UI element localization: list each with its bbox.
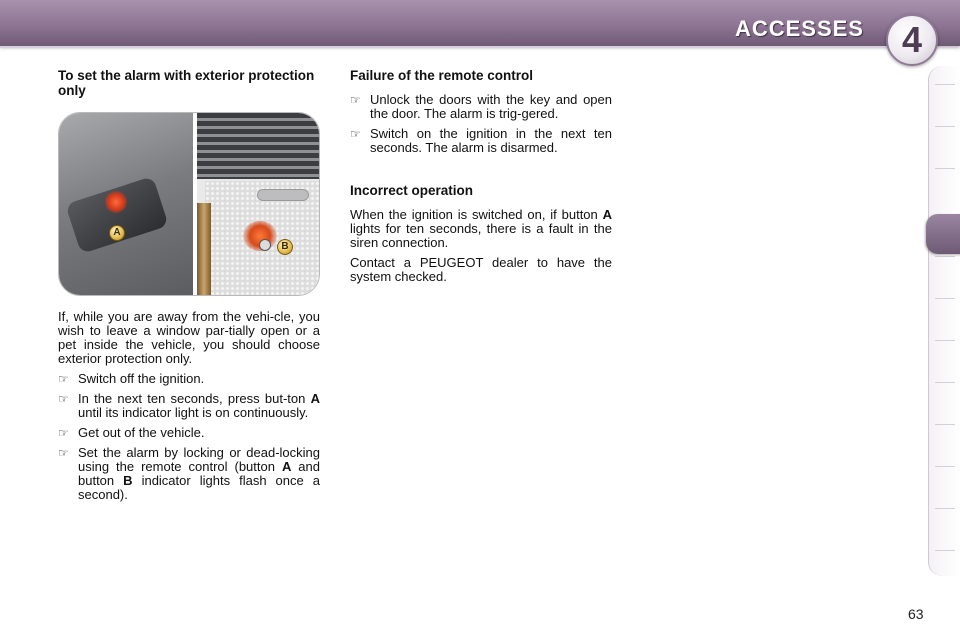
section-heading-remote-failure: Failure of the remote control xyxy=(350,68,534,83)
step-text-part: In the next ten seconds, press but-ton xyxy=(78,391,311,406)
tab-divider xyxy=(935,466,955,467)
step-item xyxy=(350,93,612,121)
step-item xyxy=(58,446,320,502)
tab-divider xyxy=(935,340,955,341)
pointing-hand-icon: ☞ xyxy=(350,93,361,107)
alarm-button xyxy=(259,239,271,251)
step-text: Unlock the doors with the key and open the door. The alarm is trig-gered. xyxy=(370,92,612,121)
tab-divider xyxy=(935,424,955,425)
button-ref-a: A xyxy=(602,207,612,222)
step-text-part: until its indicator light is on continuously. xyxy=(78,405,309,420)
step-text-part: indicator lights flash once a second). xyxy=(78,473,320,502)
wood-trim xyxy=(197,203,211,296)
indicator-light-a xyxy=(105,191,127,213)
pointing-hand-icon: ☞ xyxy=(58,426,69,440)
chapter-title: ACCESSES xyxy=(734,16,864,41)
step-text xyxy=(78,392,320,420)
section-heading-incorrect-operation: Incorrect operation xyxy=(350,183,474,198)
dashboard-photo xyxy=(197,113,320,296)
button-ref-a: A xyxy=(281,459,292,474)
button-ref-b: B xyxy=(123,473,133,488)
tab-divider xyxy=(935,84,955,85)
tab-divider xyxy=(935,550,955,551)
paragraph-part: When the ignition is switched on, if button xyxy=(350,207,603,222)
chapter-tab-active[interactable] xyxy=(926,214,960,254)
pointing-hand-icon: ☞ xyxy=(58,372,69,386)
step-text-part: and button xyxy=(78,459,320,488)
pointing-hand-icon: ☞ xyxy=(58,392,69,406)
dealer-contact-paragraph: Contact a PEUGEOT dealer to have the system checked. xyxy=(350,255,612,284)
tab-divider xyxy=(935,126,955,127)
step-text: Switch on the ignition in the next ten seconds. The alarm is disarmed. xyxy=(370,126,612,155)
intro-paragraph: If, while you are away from the vehi-cle, you wish to leave a window par-tially open or a pet inside the vehicle, you should choose exterior protection only. xyxy=(58,309,320,366)
tab-divider xyxy=(935,298,955,299)
right-column xyxy=(350,68,612,290)
tab-divider xyxy=(935,168,955,169)
step-text xyxy=(78,446,320,502)
tab-divider xyxy=(935,256,955,257)
callout-label-a: A xyxy=(109,225,125,241)
step-item xyxy=(58,392,320,420)
incorrect-operation-paragraph xyxy=(350,208,612,250)
pointing-hand-icon: ☞ xyxy=(350,127,361,141)
header-divider xyxy=(0,46,890,48)
chapter-index-tabs xyxy=(928,66,960,576)
button-ref-a: A xyxy=(310,391,320,406)
step-text-part: Set the alarm by locking or dead-locking using the remote control (button xyxy=(78,445,320,474)
door-handle-photo xyxy=(59,113,193,296)
section-heading-exterior-protection: To set the alarm with exterior protection only xyxy=(58,68,315,98)
panel-slot xyxy=(257,189,309,201)
tab-divider xyxy=(935,382,955,383)
step-item xyxy=(58,426,320,440)
step-text: Get out of the vehicle. xyxy=(78,425,205,440)
tab-divider xyxy=(935,508,955,509)
chapter-number-badge: 4 xyxy=(886,14,938,66)
step-text: Switch off the ignition. xyxy=(78,371,205,386)
door-handle xyxy=(65,176,169,254)
page-number: 63 xyxy=(908,606,924,622)
step-item xyxy=(350,127,612,155)
paragraph-part: lights for ten seconds, there is a fault in the siren connection. xyxy=(350,221,612,250)
air-vent xyxy=(197,113,320,179)
alarm-buttons-illustration xyxy=(58,112,320,296)
pointing-hand-icon: ☞ xyxy=(58,446,69,460)
step-item xyxy=(58,372,320,386)
callout-label-b: B xyxy=(277,239,293,255)
left-column xyxy=(58,68,320,508)
